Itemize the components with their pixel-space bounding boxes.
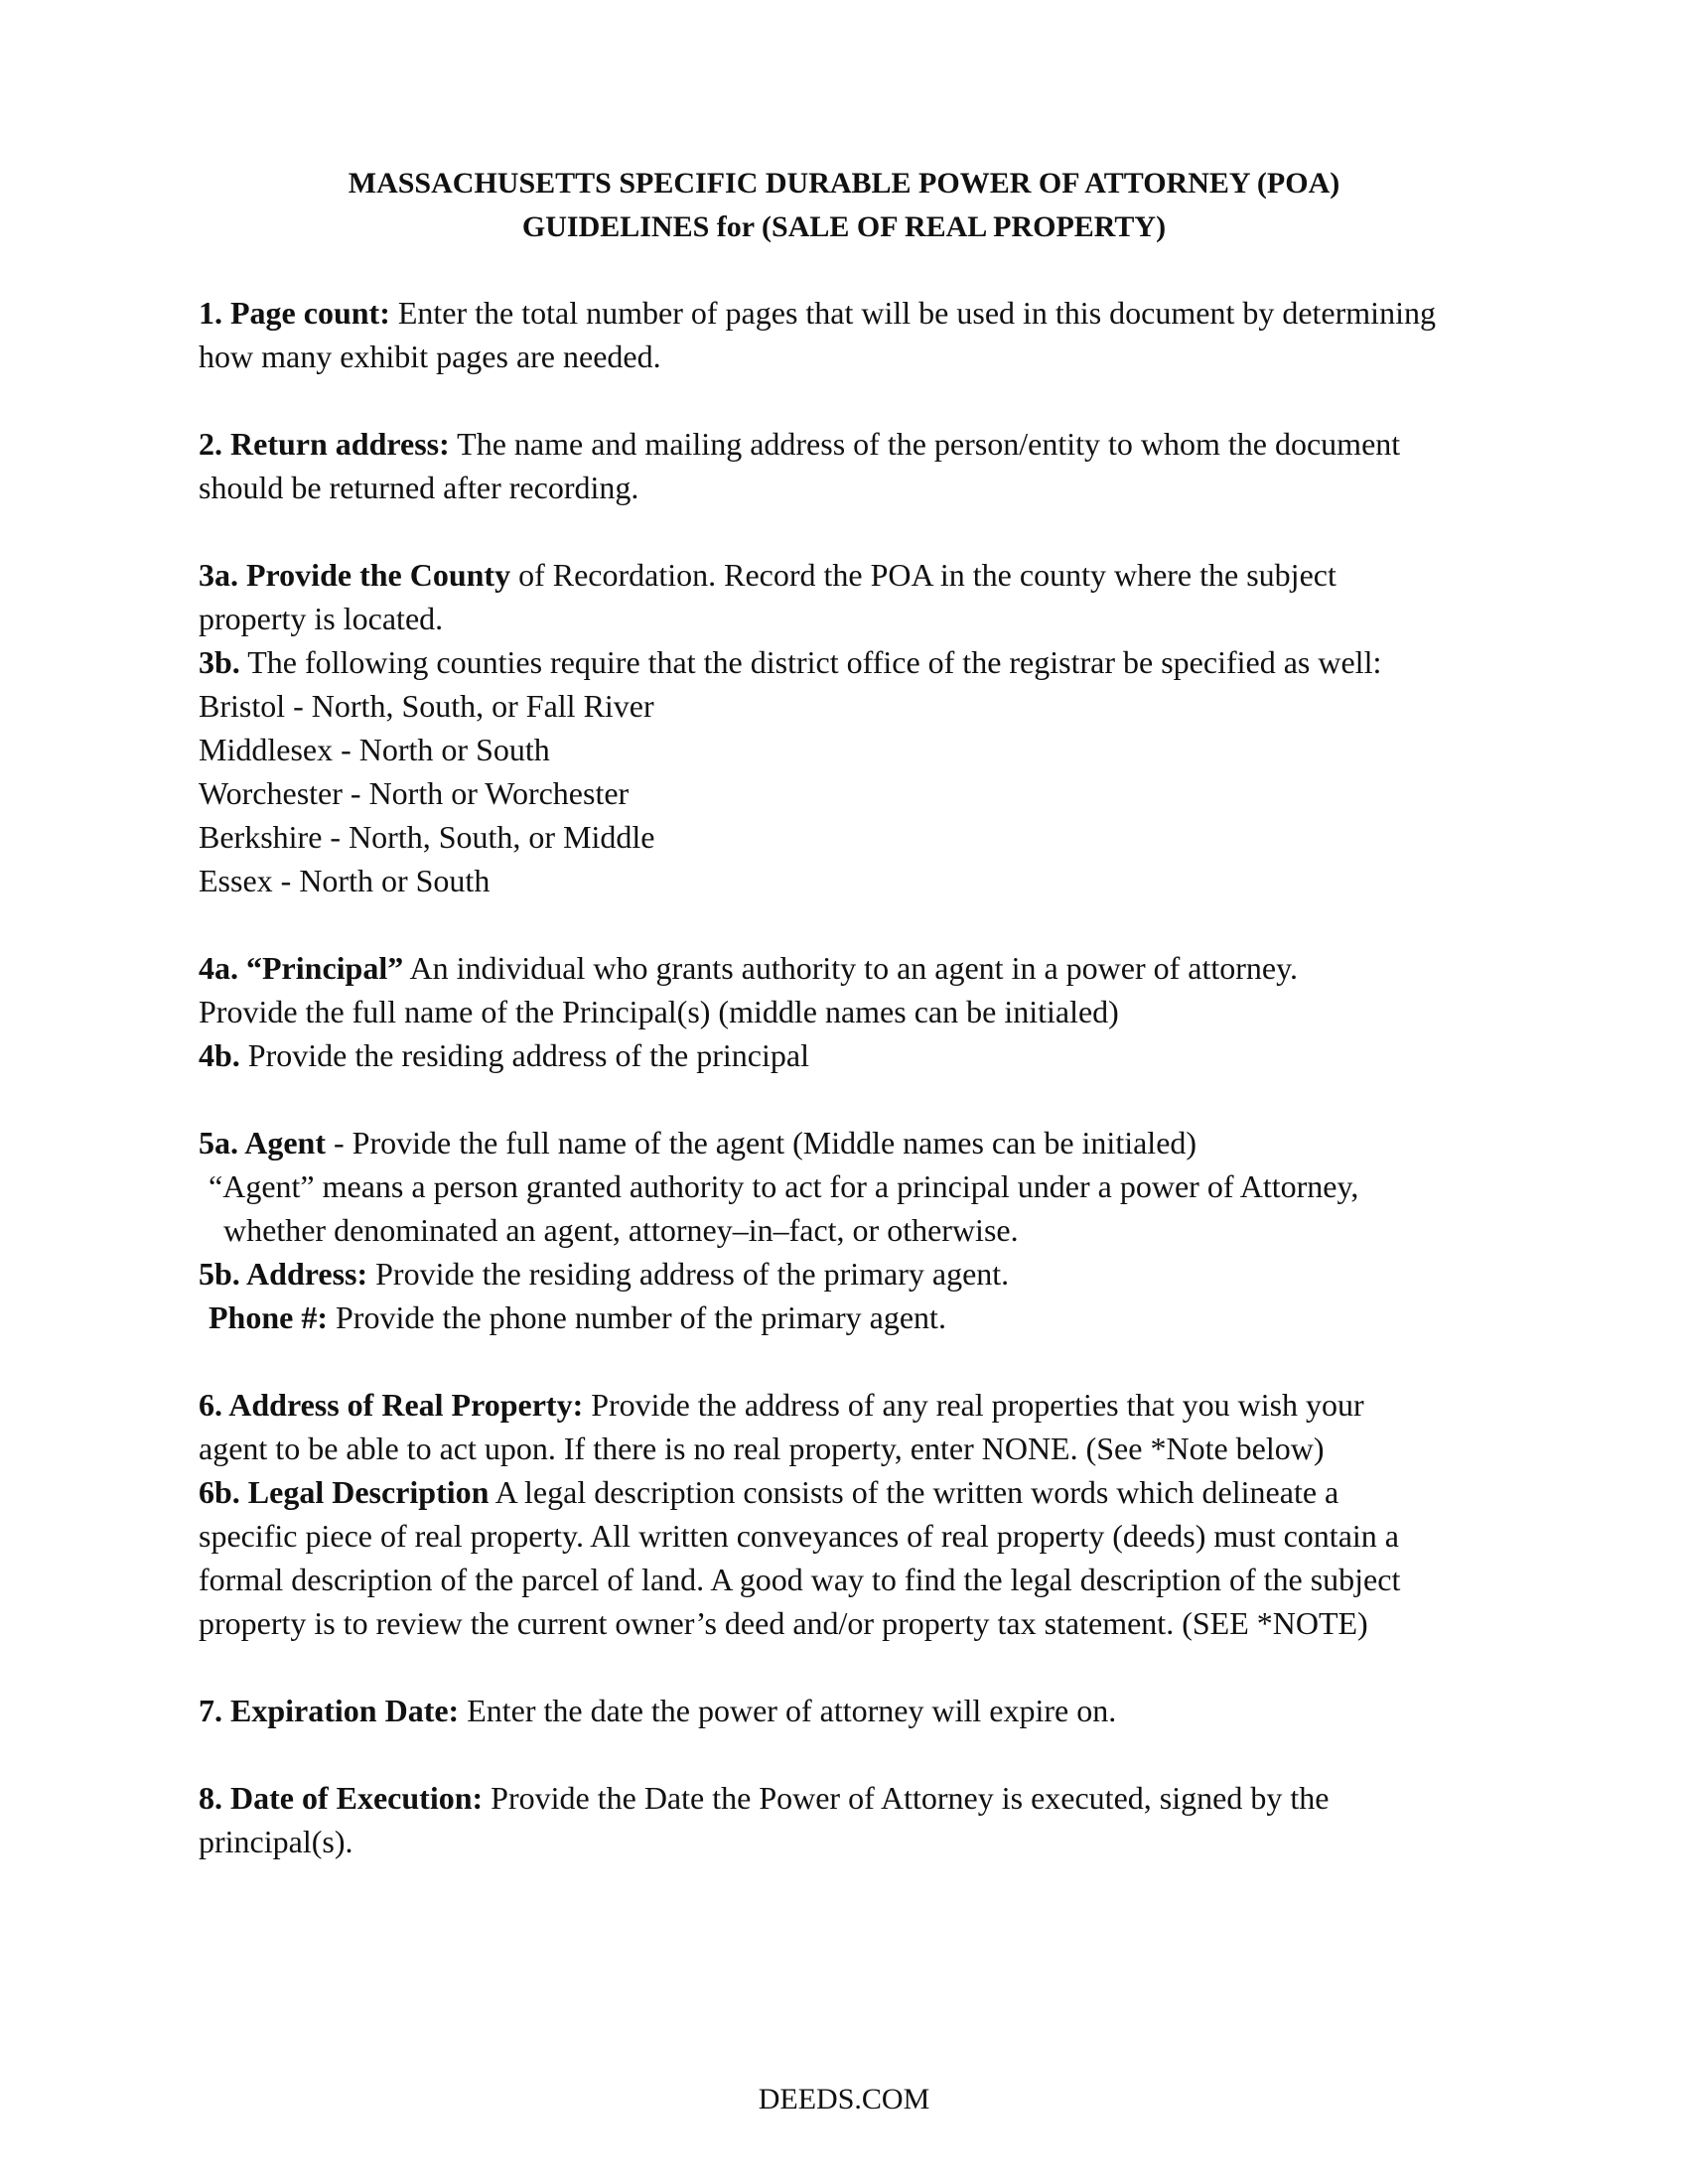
item-1-line-2: how many exhibit pages are needed.	[199, 339, 661, 374]
item-7-label: 7. Expiration Date:	[199, 1693, 460, 1728]
county-berkshire: Berkshire - North, South, or Middle	[199, 819, 655, 855]
item-6b-line-4: property is to review the current owner’s deed and/or property tax statement. (SEE *NOTE)	[199, 1605, 1368, 1641]
footer-brand: DEEDS.COM	[758, 2083, 930, 2116]
item-4a-line-2: Provide the full name of the Principal(s) (middle names can be initialed)	[199, 994, 1119, 1029]
item-2-line-2: should be returned after recording.	[199, 470, 639, 505]
item-5a-label: 5a. Agent	[199, 1125, 326, 1160]
item-6b-line-1: 6b. Legal Description A legal description consists of the written words which delineate a	[199, 1474, 1339, 1510]
item-3a-line-2: property is located.	[199, 601, 444, 636]
item-6b-label: 6b. Legal Description	[199, 1474, 490, 1510]
item-4a-label: 4a. “Principal”	[199, 950, 404, 986]
item-5a-line-3: whether denominated an agent, attorney–in–fact, or otherwise.	[223, 1212, 1019, 1248]
phone-line: Phone #: Provide the phone number of the primary agent.	[209, 1299, 946, 1335]
item-1-label: 1. Page count:	[199, 295, 390, 331]
item-1-line-1: 1. Page count: Enter the total number of pages that will be used in this document by determining	[199, 295, 1436, 331]
county-bristol: Bristol - North, South, or Fall River	[199, 688, 654, 724]
item-2-label: 2. Return address:	[199, 426, 450, 462]
item-5a-line-2: “Agent” means a person granted authority to act for a principal under a power of Attorney,	[209, 1168, 1359, 1204]
guidelines-body	[199, 291, 1519, 1863]
county-essex: Essex - North or South	[199, 863, 491, 898]
item-3b-line-1: 3b. The following counties require that the district office of the registrar be specified as well:	[199, 644, 1382, 680]
item-6b-line-3: formal description of the parcel of land. A good way to find the legal description of the subject	[199, 1562, 1401, 1597]
item-6b-line-2: specific piece of real property. All written conveyances of real property (deeds) must contain a	[199, 1518, 1399, 1554]
item-4a-line-1: 4a. “Principal” An individual who grants authority to an agent in a power of attorney.	[199, 950, 1299, 986]
item-7-line-1: 7. Expiration Date: Enter the date the power of attorney will expire on.	[199, 1693, 1117, 1728]
item-4b-line-1: 4b. Provide the residing address of the principal	[199, 1037, 809, 1073]
item-4b-label: 4b.	[199, 1037, 240, 1073]
item-5b-label: 5b. Address:	[199, 1256, 368, 1292]
county-middlesex: Middlesex - North or South	[199, 732, 550, 767]
item-8-line-1: 8. Date of Execution: Provide the Date the Power of Attorney is executed, signed by the	[199, 1780, 1330, 1816]
item-6-line-1: 6. Address of Real Property: Provide the address of any real properties that you wish your	[199, 1387, 1364, 1423]
item-3a-label: 3a. Provide the County	[199, 557, 511, 593]
item-8-label: 8. Date of Execution:	[199, 1780, 484, 1816]
item-5a-line-1: 5a. Agent - Provide the full name of the agent (Middle names can be initialed)	[199, 1125, 1197, 1160]
item-6-line-2: agent to be able to act upon. If there is no real property, enter NONE. (See *Note below)	[199, 1431, 1325, 1466]
item-3a-line-1: 3a. Provide the County of Recordation. Record the POA in the county where the subject	[199, 557, 1336, 593]
item-3b-label: 3b.	[199, 644, 240, 680]
document-title	[0, 162, 1688, 249]
title-line-1: MASSACHUSETTS SPECIFIC DURABLE POWER OF ATTORNEY (POA)	[348, 167, 1340, 200]
item-8-line-2: principal(s).	[199, 1824, 353, 1859]
phone-label: Phone #:	[209, 1299, 328, 1335]
item-5b-line-1: 5b. Address: Provide the residing address of the primary agent.	[199, 1256, 1010, 1292]
title-line-2: GUIDELINES for (SALE OF REAL PROPERTY)	[521, 210, 1167, 243]
item-6-label: 6. Address of Real Property:	[199, 1387, 584, 1423]
county-worchester: Worchester - North or Worchester	[199, 775, 630, 811]
item-2-line-1: 2. Return address: The name and mailing address of the person/entity to whom the document	[199, 426, 1401, 462]
